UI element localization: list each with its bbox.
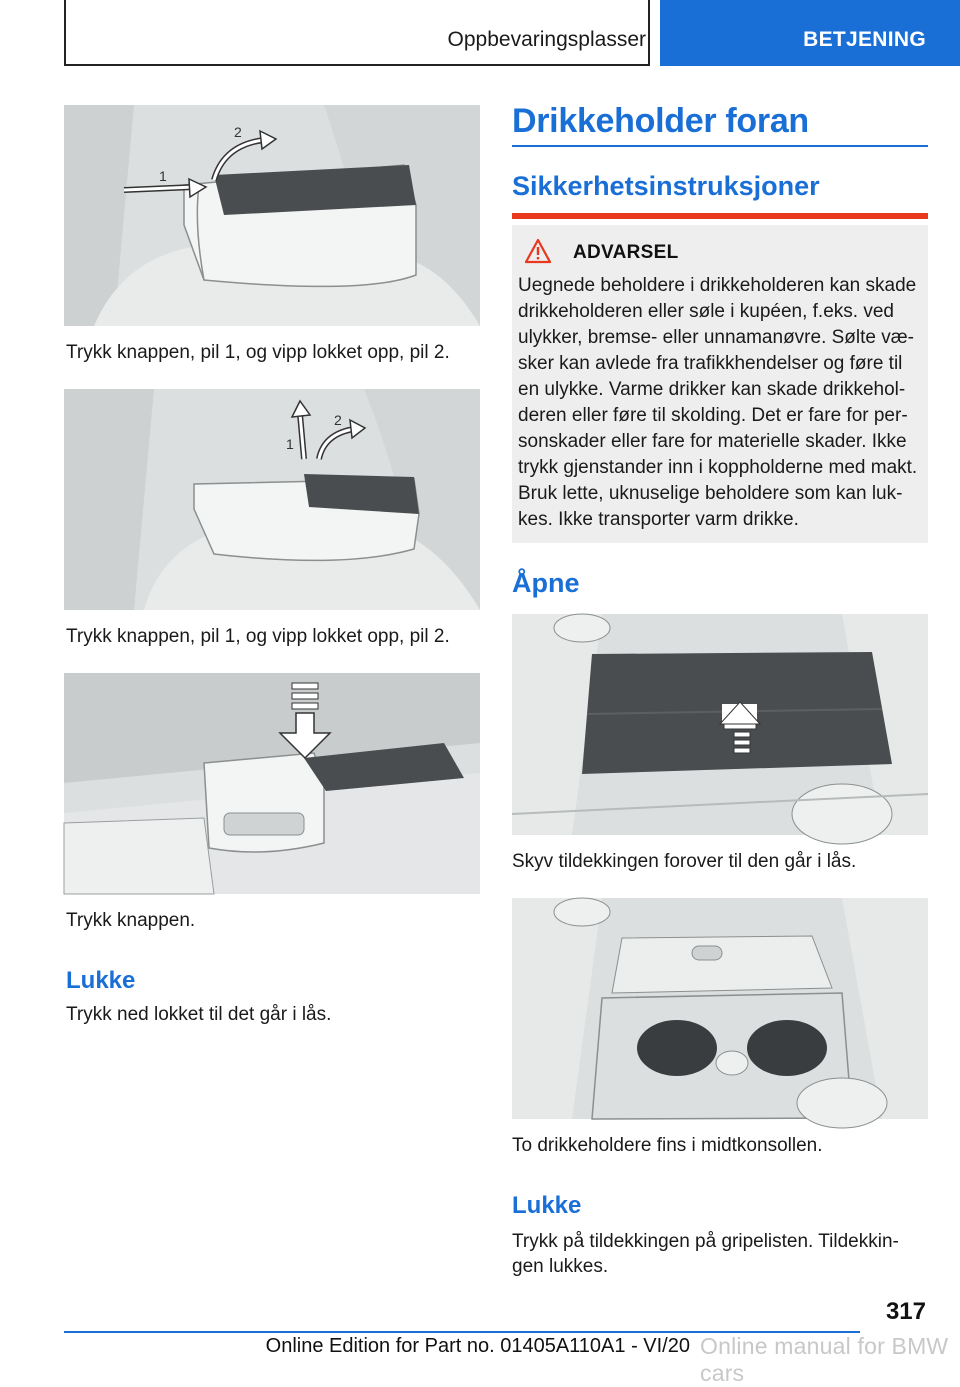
svg-text:1: 1 xyxy=(286,436,294,452)
svg-text:2: 2 xyxy=(234,124,242,140)
cupholder-cover-slide-illustration xyxy=(512,614,928,835)
right-close-line: Trykk på tildekkingen på gripelisten. Tildekkin- xyxy=(512,1231,899,1252)
warning-line: sonskader eller fare for materielle skader. Ikke xyxy=(518,431,907,452)
warning-box xyxy=(512,225,928,543)
left-close-heading: Lukke xyxy=(66,967,136,994)
chapter-tab[interactable] xyxy=(660,0,960,66)
warning-line: en ulykke. Varme drikker kan skade drikkehol- xyxy=(518,379,906,400)
warning-line: Bruk lette, uknuselige beholdere som kan luk- xyxy=(518,483,903,504)
warning-text xyxy=(518,273,928,533)
open-heading: Åpne xyxy=(512,568,580,598)
page-number: 317 xyxy=(885,1298,926,1325)
caption-2: Trykk knappen, pil 1, og vipp lokket opp, pil 2. xyxy=(66,626,450,647)
svg-text:2: 2 xyxy=(334,412,342,428)
right-close-line: gen lukkes. xyxy=(512,1256,609,1277)
warning-line: sker kan avlede fra trafikkhendelser og føre til xyxy=(518,353,903,374)
warning-line: deren eller føre til skolding. Det er fare for per- xyxy=(518,405,908,426)
watermark: Online manual for BMW cars xyxy=(700,1333,949,1386)
main-heading-rule xyxy=(512,145,928,147)
warning-rule xyxy=(512,213,928,219)
warning-triangle-icon xyxy=(524,238,552,264)
caption-1: Trykk knappen, pil 1, og vipp lokket opp, pil 2. xyxy=(66,342,450,363)
warning-title: ADVARSEL xyxy=(573,242,679,263)
section-title: Oppbevaringsplasser xyxy=(447,28,646,51)
warning-line: trykk gjenstander inn i koppholderne med makt. xyxy=(518,457,918,478)
right-close-heading: Lukke xyxy=(512,1192,582,1219)
footer-edition: Online Edition for Part no. 01405A110A1 - VI/20 xyxy=(265,1335,690,1357)
warning-line: kes. Ikke transporter varm drikke. xyxy=(518,509,799,530)
warning-line: Uegnede beholdere i drikkeholderen kan skade xyxy=(518,275,917,296)
rear-armrest-open-illustration xyxy=(64,105,480,326)
caption-5: To drikkeholdere fins i midtkonsollen. xyxy=(512,1135,823,1156)
warning-line: drikkeholderen eller søle i kupéen, f.eks. ved xyxy=(518,301,894,322)
rear-armrest-button-illustration xyxy=(64,673,480,894)
rear-armrest-open-alt-illustration xyxy=(64,389,480,610)
warning-line: ulykker, bremse- eller unnamanøvre. Sølte væ- xyxy=(518,327,914,348)
chapter-tab-label: BETJENING xyxy=(803,28,926,51)
svg-text:1: 1 xyxy=(159,168,167,184)
caption-3: Trykk knappen. xyxy=(66,910,196,931)
main-heading: Drikkeholder foran xyxy=(512,102,809,140)
left-close-text: Trykk ned lokket til det går i lås. xyxy=(66,1004,332,1025)
safety-heading: Sikkerhetsinstruksjoner xyxy=(512,171,820,201)
cupholders-open-illustration xyxy=(512,898,928,1119)
caption-4: Skyv tildekkingen forover til den går i lås. xyxy=(512,851,857,872)
right-close-text xyxy=(512,1229,899,1279)
